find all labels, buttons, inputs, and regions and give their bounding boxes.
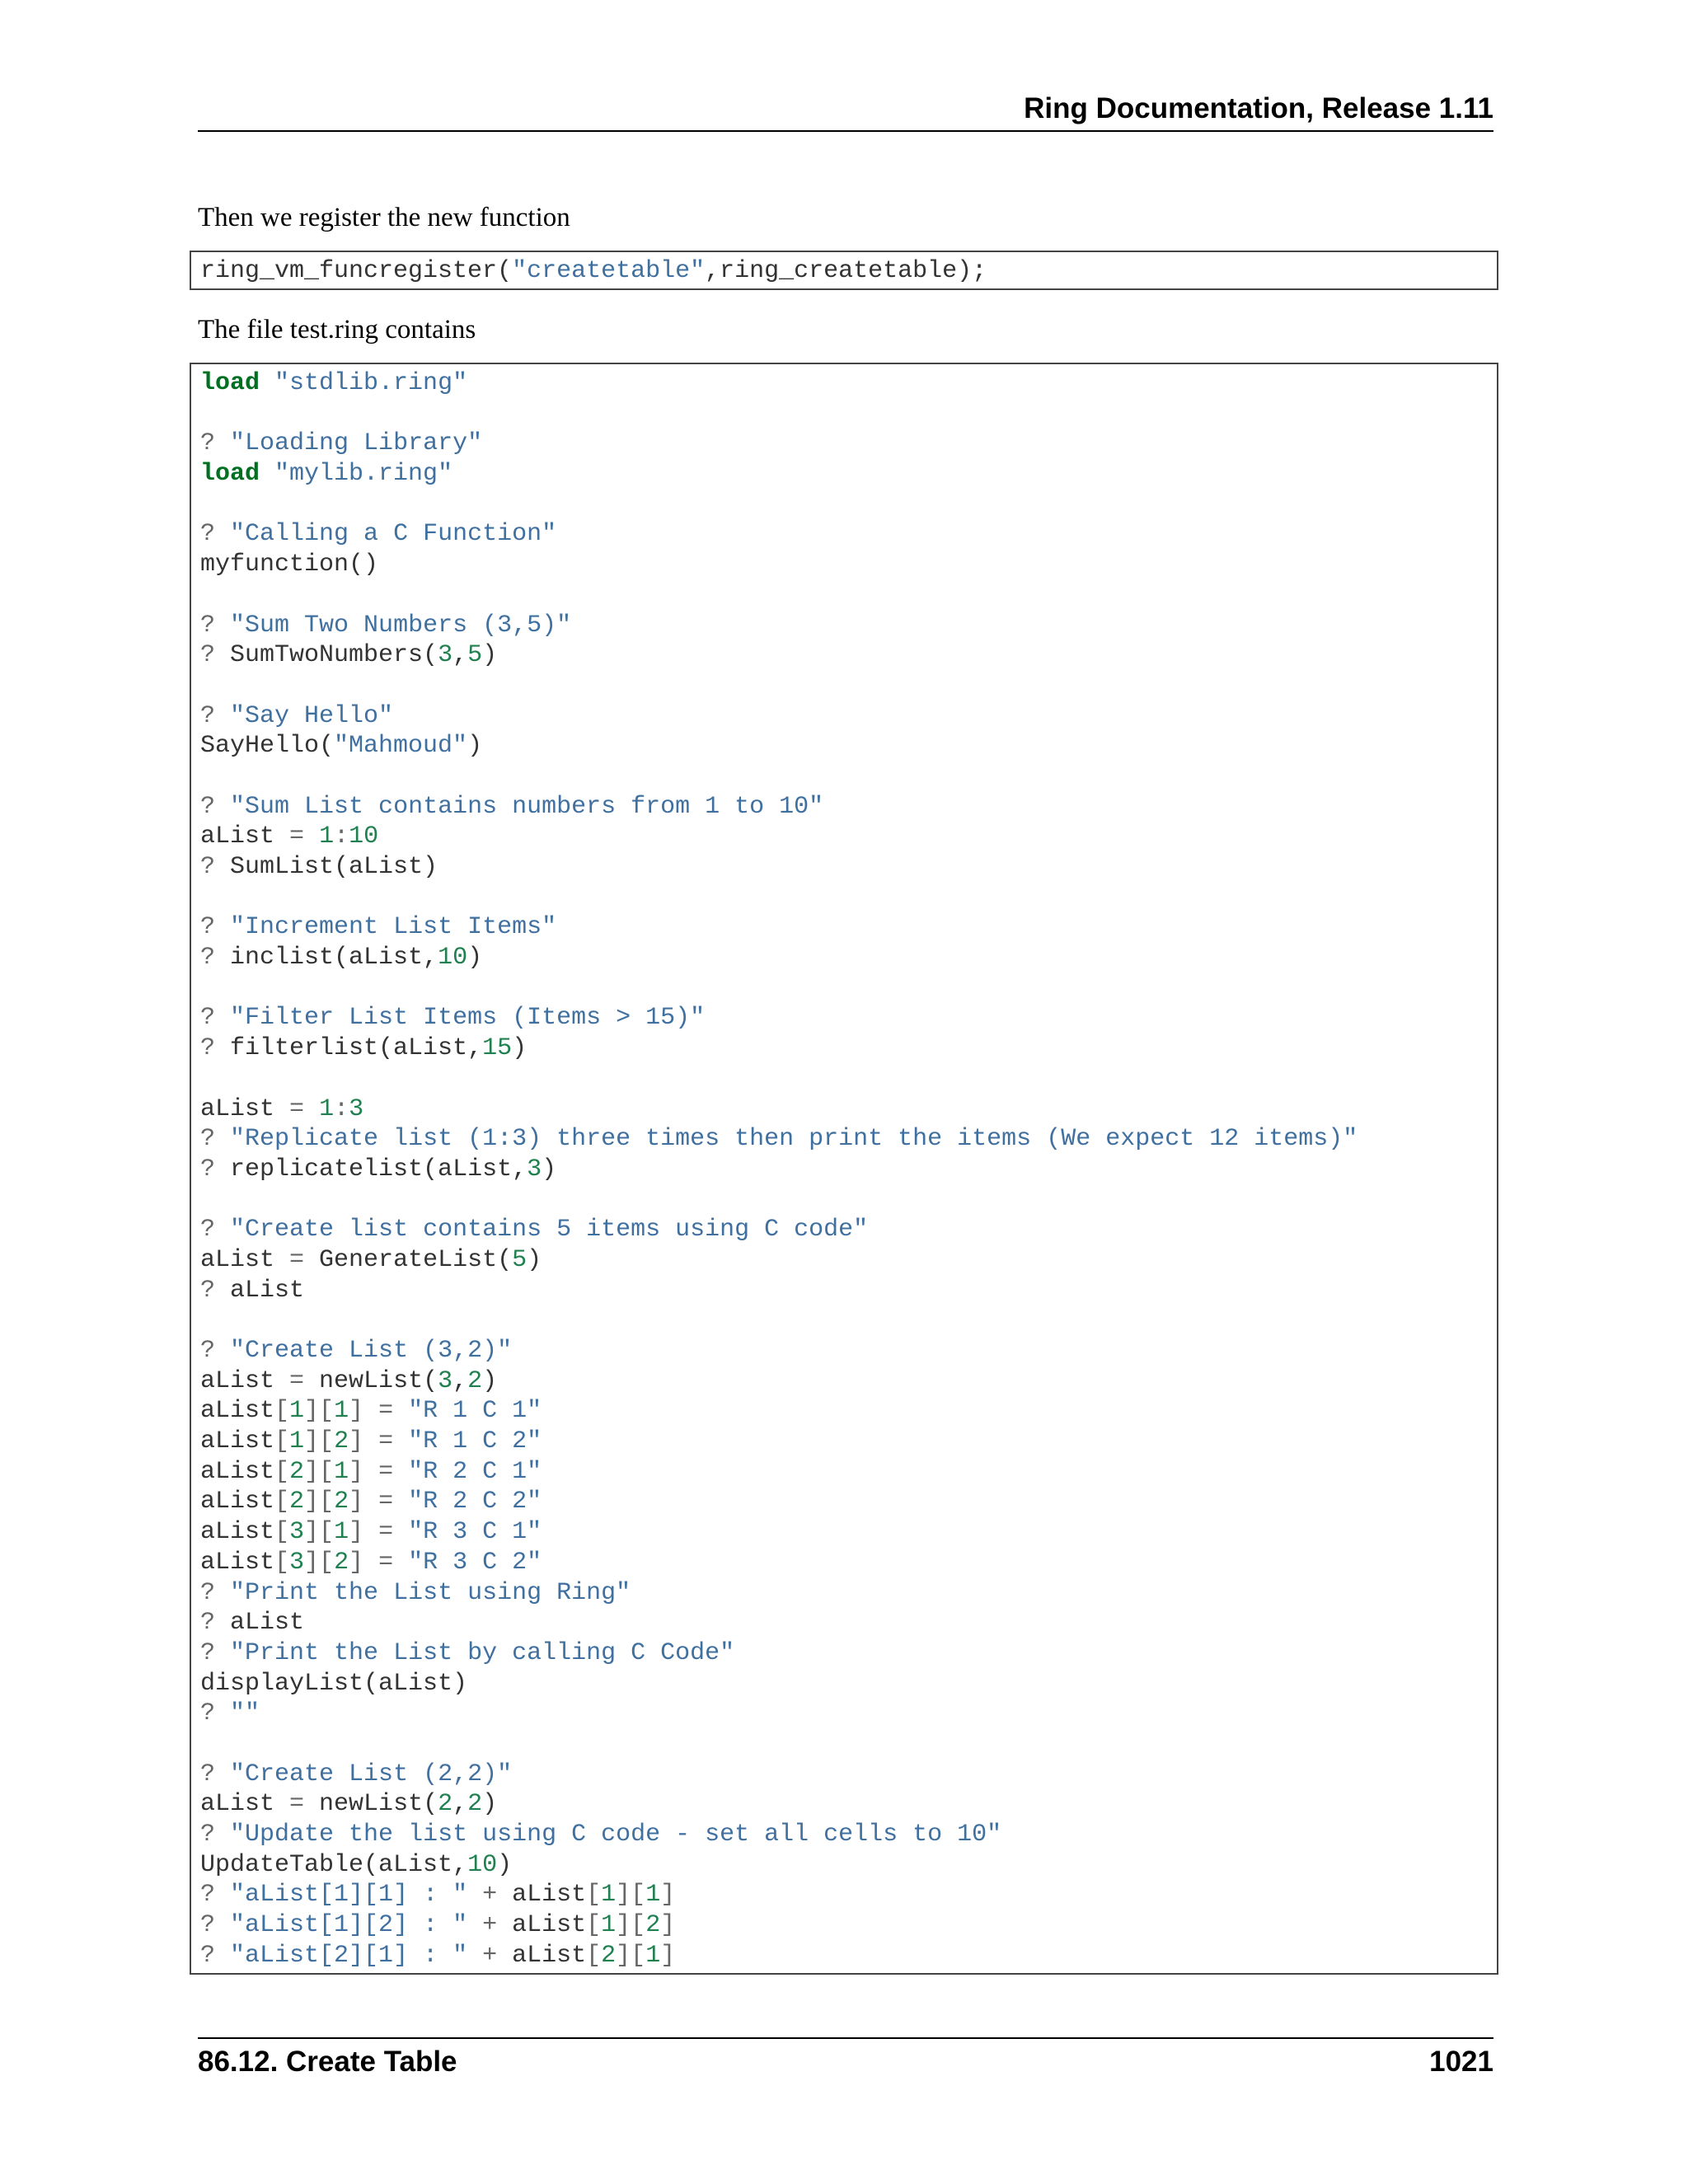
code-token-op: = bbox=[289, 1245, 305, 1274]
code-token-plain: ) bbox=[482, 1790, 498, 1819]
code-token-op: ] bbox=[349, 1548, 364, 1577]
code-token-op: ? bbox=[200, 1881, 216, 1910]
code-token-plain bbox=[260, 460, 274, 488]
code-line bbox=[200, 399, 1497, 429]
code-token-plain: aList bbox=[497, 1941, 587, 1970]
paragraph-register-function: Then we register the new function bbox=[198, 203, 570, 232]
code-token-str: "Sum List contains numbers from 1 to 10" bbox=[230, 792, 824, 821]
code-line bbox=[200, 550, 1497, 580]
code-token-plain: aList bbox=[200, 1427, 275, 1456]
code-token-plain: aList bbox=[200, 1457, 275, 1486]
code-line bbox=[200, 1548, 1497, 1578]
code-line bbox=[200, 1578, 1497, 1609]
code-token-num: 2 bbox=[334, 1427, 349, 1456]
code-line bbox=[200, 611, 1497, 641]
code-line bbox=[200, 1185, 1497, 1216]
code-line bbox=[200, 1729, 1497, 1760]
code-token-plain bbox=[393, 1549, 408, 1577]
code-token-op: ? bbox=[200, 1337, 216, 1365]
code-token-op: [ bbox=[274, 1518, 290, 1547]
code-line bbox=[200, 1820, 1497, 1850]
code-token-plain bbox=[215, 520, 230, 548]
code-token-plain bbox=[393, 1488, 408, 1516]
code-token-plain: ,ring_createtable); bbox=[705, 257, 987, 285]
code-token-op: = bbox=[378, 1548, 394, 1577]
code-token-str: "Create List (2,2)" bbox=[230, 1760, 513, 1788]
code-token-plain bbox=[215, 1942, 230, 1970]
code-token-num: 2 bbox=[467, 1790, 483, 1819]
code-token-op: ] bbox=[660, 1881, 676, 1910]
code-token-plain bbox=[215, 1699, 230, 1727]
code-token-num: 2 bbox=[467, 1366, 483, 1395]
code-token-plain bbox=[363, 1518, 378, 1546]
code-token-str: "mylib.ring" bbox=[274, 460, 453, 489]
code-token-op: [ bbox=[586, 1911, 602, 1940]
code-token-op: ? bbox=[200, 611, 216, 640]
code-line bbox=[200, 1336, 1497, 1366]
code-token-plain bbox=[393, 1458, 408, 1486]
code-line bbox=[200, 459, 1497, 490]
code-token-plain: ) bbox=[467, 944, 483, 972]
code-token-plain bbox=[467, 1911, 482, 1939]
code-line bbox=[200, 1880, 1497, 1910]
code-token-str: "R 2 C 1" bbox=[408, 1457, 542, 1486]
code-token-plain bbox=[215, 1216, 230, 1244]
code-token-plain: SumList(aList) bbox=[215, 853, 438, 881]
code-token-op: ? bbox=[200, 641, 216, 670]
code-token-num: 1 bbox=[334, 1397, 349, 1426]
code-token-num: 1 bbox=[289, 1427, 305, 1456]
code-token-op: ] bbox=[349, 1488, 364, 1516]
code-token-num: 2 bbox=[334, 1488, 349, 1516]
code-token-op: ? bbox=[200, 1760, 216, 1788]
code-token-plain: aList bbox=[200, 1548, 275, 1577]
code-token-str: "Sum Two Numbers (3,5)" bbox=[230, 611, 572, 640]
code-token-plain bbox=[215, 1881, 230, 1909]
footer-section-title: 86.12. Create Table bbox=[198, 2046, 457, 2078]
code-line bbox=[200, 852, 1497, 883]
code-token-op: = bbox=[378, 1427, 394, 1456]
code-token-op: ] bbox=[349, 1518, 364, 1547]
paragraph-test-file: The file test.ring contains bbox=[198, 315, 476, 344]
code-token-plain: aList bbox=[200, 1397, 275, 1426]
code-token-op: = bbox=[289, 1094, 305, 1123]
code-token-num: 2 bbox=[289, 1488, 305, 1516]
code-token-op: + bbox=[482, 1881, 498, 1910]
code-token-str: "Create list contains 5 items using C code" bbox=[230, 1216, 869, 1244]
code-token-op: = bbox=[289, 1790, 305, 1819]
code-token-op: : bbox=[334, 1094, 349, 1123]
code-token-str: "Say Hello" bbox=[230, 701, 394, 730]
code-token-kw: load bbox=[200, 369, 260, 397]
code-token-str: "stdlib.ring" bbox=[274, 369, 468, 397]
code-line bbox=[200, 1366, 1497, 1397]
code-token-plain: aList bbox=[200, 1366, 290, 1395]
code-token-str: "Filter List Items (Items > 15)" bbox=[230, 1004, 706, 1033]
code-token-op: = bbox=[378, 1488, 394, 1516]
code-token-op: [ bbox=[274, 1427, 290, 1456]
code-token-num: 3 bbox=[438, 1366, 453, 1395]
code-token-op: : bbox=[334, 823, 349, 851]
code-token-op: = bbox=[289, 823, 305, 851]
code-token-plain: aList bbox=[497, 1881, 587, 1910]
code-token-plain bbox=[363, 1458, 378, 1486]
code-token-plain: displayList(aList) bbox=[200, 1669, 468, 1698]
footer-divider bbox=[198, 2037, 1493, 2039]
code-token-plain: ) bbox=[512, 1034, 528, 1063]
code-token-plain: ) bbox=[527, 1245, 542, 1274]
code-line bbox=[200, 1699, 1497, 1729]
code-token-str: "Print the List using Ring" bbox=[230, 1578, 631, 1607]
code-token-plain: ) bbox=[482, 1366, 498, 1395]
code-token-op: ? bbox=[200, 1276, 216, 1305]
code-token-op: ? bbox=[200, 429, 216, 458]
code-token-plain bbox=[215, 1125, 230, 1153]
code-line bbox=[200, 883, 1497, 913]
code-token-op: [ bbox=[586, 1941, 602, 1970]
code-token-str: "Create List (3,2)" bbox=[230, 1337, 513, 1365]
code-token-plain bbox=[393, 1518, 408, 1546]
code-line bbox=[200, 256, 1497, 287]
code-token-plain bbox=[215, 1911, 230, 1939]
code-token-plain: filterlist(aList, bbox=[215, 1034, 483, 1063]
code-line bbox=[200, 1276, 1497, 1306]
code-token-op: ] bbox=[349, 1397, 364, 1426]
code-line bbox=[200, 1094, 1497, 1125]
code-token-plain: aList bbox=[200, 1488, 275, 1516]
code-token-num: 2 bbox=[438, 1790, 453, 1819]
code-token-op: ] bbox=[660, 1941, 676, 1970]
code-token-plain bbox=[304, 823, 319, 851]
code-token-plain: myfunction() bbox=[200, 551, 379, 579]
code-line bbox=[200, 1396, 1497, 1427]
code-token-num: 1 bbox=[645, 1941, 661, 1970]
code-token-op: ? bbox=[200, 944, 216, 972]
code-token-op: ? bbox=[200, 1578, 216, 1607]
code-token-plain bbox=[215, 1004, 230, 1032]
code-token-op: = bbox=[378, 1397, 394, 1426]
code-token-str: "Update the list using C code - set all cells to 10" bbox=[230, 1821, 1002, 1849]
code-token-plain: aList bbox=[215, 1276, 305, 1305]
code-token-plain: UpdateTable(aList, bbox=[200, 1850, 468, 1879]
code-token-op: ] bbox=[660, 1911, 676, 1940]
code-line bbox=[200, 1638, 1497, 1669]
code-line bbox=[200, 429, 1497, 459]
code-line bbox=[200, 1669, 1497, 1699]
code-line bbox=[200, 1517, 1497, 1548]
code-token-plain: newList( bbox=[304, 1790, 438, 1819]
code-token-plain bbox=[215, 913, 230, 941]
code-token-op: ? bbox=[200, 792, 216, 821]
code-token-op: ? bbox=[200, 1155, 216, 1183]
code-line bbox=[200, 762, 1497, 792]
code-token-plain: replicatelist(aList, bbox=[215, 1155, 528, 1183]
code-token-str: "Increment List Items" bbox=[230, 913, 557, 942]
code-line bbox=[200, 671, 1497, 701]
code-line bbox=[200, 1124, 1497, 1155]
code-line bbox=[200, 1608, 1497, 1638]
code-token-plain bbox=[215, 702, 230, 730]
code-line bbox=[200, 943, 1497, 973]
footer-page-number: 1021 bbox=[1429, 2046, 1493, 2078]
code-token-plain bbox=[363, 1427, 378, 1455]
code-token-num: 3 bbox=[438, 641, 453, 670]
code-line bbox=[200, 792, 1497, 823]
code-token-op: + bbox=[482, 1941, 498, 1970]
code-token-plain: aList bbox=[200, 1245, 290, 1274]
code-token-plain bbox=[467, 1942, 482, 1970]
code-token-plain: ) bbox=[482, 641, 498, 670]
code-line bbox=[200, 1457, 1497, 1488]
code-token-kw: load bbox=[200, 460, 260, 489]
code-token-num: 3 bbox=[527, 1155, 542, 1183]
code-line bbox=[200, 731, 1497, 762]
code-token-num: 1 bbox=[601, 1911, 617, 1940]
code-line bbox=[200, 1760, 1497, 1790]
code-token-plain: SayHello( bbox=[200, 732, 335, 761]
code-token-plain: newList( bbox=[304, 1366, 438, 1395]
code-token-str: "Print the List by calling C Code" bbox=[230, 1638, 735, 1667]
code-token-str: "Mahmoud" bbox=[334, 732, 468, 761]
code-token-plain bbox=[215, 1337, 230, 1365]
code-token-op: ? bbox=[200, 701, 216, 730]
code-token-op: [ bbox=[274, 1397, 290, 1426]
code-token-op: ? bbox=[200, 1004, 216, 1033]
code-line bbox=[200, 1427, 1497, 1457]
code-token-plain bbox=[215, 429, 230, 457]
code-token-op: ? bbox=[200, 1821, 216, 1849]
code-token-op: ? bbox=[200, 1609, 216, 1638]
code-token-plain bbox=[215, 793, 230, 821]
code-token-plain: GenerateList( bbox=[304, 1245, 513, 1274]
code-token-op: [ bbox=[274, 1548, 290, 1577]
code-token-num: 10 bbox=[438, 944, 468, 972]
code-token-num: 1 bbox=[601, 1881, 617, 1910]
code-token-str: "aList[1][2] : " bbox=[230, 1911, 468, 1940]
code-token-plain bbox=[215, 1639, 230, 1667]
code-token-num: 10 bbox=[467, 1850, 498, 1879]
code-token-plain bbox=[363, 1549, 378, 1577]
code-token-num: 5 bbox=[467, 641, 483, 670]
code-token-plain: , bbox=[452, 1366, 468, 1395]
code-token-op: [ bbox=[586, 1881, 602, 1910]
code-token-op: ][ bbox=[616, 1911, 646, 1940]
code-token-plain bbox=[215, 1760, 230, 1788]
code-token-plain bbox=[215, 612, 230, 640]
code-token-op: ? bbox=[200, 1638, 216, 1667]
code-token-op: = bbox=[378, 1457, 394, 1486]
code-line bbox=[200, 1789, 1497, 1820]
code-token-num: 1 bbox=[334, 1518, 349, 1547]
code-token-str: "R 3 C 2" bbox=[408, 1548, 542, 1577]
code-token-op: ][ bbox=[304, 1548, 335, 1577]
code-token-op: ? bbox=[200, 1034, 216, 1063]
code-token-op: = bbox=[378, 1518, 394, 1547]
code-token-plain bbox=[467, 1881, 482, 1909]
code-token-op: ? bbox=[200, 1699, 216, 1728]
code-token-op: ? bbox=[200, 520, 216, 549]
code-line bbox=[200, 912, 1497, 943]
code-token-op: ][ bbox=[304, 1518, 335, 1547]
code-token-op: ][ bbox=[616, 1881, 646, 1910]
code-token-num: 5 bbox=[512, 1245, 528, 1274]
code-token-plain: ) bbox=[542, 1155, 557, 1183]
code-token-plain bbox=[363, 1488, 378, 1516]
code-line bbox=[200, 1245, 1497, 1276]
code-line bbox=[200, 580, 1497, 611]
code-token-op: [ bbox=[274, 1457, 290, 1486]
code-token-op: ? bbox=[200, 1125, 216, 1154]
code-token-op: ? bbox=[200, 913, 216, 942]
code-line bbox=[200, 1487, 1497, 1517]
code-token-str: "Calling a C Function" bbox=[230, 520, 557, 549]
code-line bbox=[200, 1941, 1497, 1971]
code-line bbox=[200, 640, 1497, 671]
code-token-op: ][ bbox=[304, 1397, 335, 1426]
code-line bbox=[200, 1850, 1497, 1881]
code-token-num: 2 bbox=[601, 1941, 617, 1970]
code-token-num: 3 bbox=[289, 1518, 305, 1547]
code-line bbox=[200, 1033, 1497, 1064]
page-header: Ring Documentation, Release 1.11 bbox=[1024, 92, 1493, 124]
code-token-op: ] bbox=[349, 1457, 364, 1486]
code-token-plain: inclist(aList, bbox=[215, 944, 438, 972]
code-token-plain bbox=[393, 1397, 408, 1425]
code-token-op: ][ bbox=[304, 1457, 335, 1486]
code-token-num: 2 bbox=[645, 1911, 661, 1940]
code-token-plain: aList bbox=[200, 1790, 290, 1819]
code-line bbox=[200, 822, 1497, 852]
code-token-plain bbox=[363, 1397, 378, 1425]
code-token-plain: , bbox=[452, 1790, 468, 1819]
code-token-num: 1 bbox=[319, 823, 335, 851]
code-token-plain bbox=[215, 1579, 230, 1607]
code-token-op: ][ bbox=[304, 1427, 335, 1456]
code-token-str: "aList[2][1] : " bbox=[230, 1941, 468, 1970]
code-token-op: [ bbox=[274, 1488, 290, 1516]
code-line bbox=[200, 1003, 1497, 1033]
code-token-op: ][ bbox=[304, 1488, 335, 1516]
code-token-op: ] bbox=[349, 1427, 364, 1456]
code-token-plain: SumTwoNumbers( bbox=[215, 641, 438, 670]
code-token-num: 2 bbox=[334, 1548, 349, 1577]
code-token-plain: , bbox=[452, 641, 468, 670]
code-token-op: ? bbox=[200, 1911, 216, 1940]
code-token-plain: aList bbox=[215, 1609, 305, 1638]
code-token-str: "" bbox=[230, 1699, 260, 1728]
code-line bbox=[200, 490, 1497, 520]
code-token-str: "R 2 C 2" bbox=[408, 1488, 542, 1516]
code-token-plain: aList bbox=[200, 1518, 275, 1547]
code-line bbox=[200, 1064, 1497, 1094]
code-token-plain bbox=[304, 1095, 319, 1123]
code-line bbox=[200, 1215, 1497, 1245]
code-line bbox=[200, 1305, 1497, 1336]
code-block-register[interactable] bbox=[190, 251, 1498, 290]
header-divider bbox=[198, 130, 1493, 132]
code-token-str: "R 3 C 1" bbox=[408, 1518, 542, 1547]
code-token-num: 2 bbox=[289, 1457, 305, 1486]
code-token-op: = bbox=[289, 1366, 305, 1395]
code-token-plain: aList bbox=[200, 823, 290, 851]
code-token-num: 1 bbox=[319, 1094, 335, 1123]
code-token-plain: ) bbox=[497, 1850, 513, 1879]
code-line bbox=[200, 973, 1497, 1004]
code-token-str: "createtable" bbox=[512, 257, 706, 285]
code-token-plain: aList bbox=[497, 1911, 587, 1940]
code-block-test-ring[interactable] bbox=[190, 363, 1498, 1975]
code-token-plain bbox=[215, 1821, 230, 1849]
code-token-plain: ) bbox=[467, 732, 483, 761]
code-line bbox=[200, 1910, 1497, 1941]
code-token-num: 3 bbox=[349, 1094, 364, 1123]
code-token-num: 1 bbox=[289, 1397, 305, 1426]
code-token-num: 10 bbox=[349, 823, 379, 851]
code-token-str: "R 1 C 2" bbox=[408, 1427, 542, 1456]
code-token-str: "Loading Library" bbox=[230, 429, 483, 458]
code-line bbox=[200, 1155, 1497, 1185]
code-token-plain: aList bbox=[200, 1094, 290, 1123]
code-token-op: + bbox=[482, 1911, 498, 1940]
code-line bbox=[200, 519, 1497, 550]
code-token-op: ? bbox=[200, 1216, 216, 1244]
code-token-plain bbox=[260, 369, 274, 397]
code-token-num: 1 bbox=[334, 1457, 349, 1486]
code-token-num: 3 bbox=[289, 1548, 305, 1577]
code-token-str: "Replicate list (1:3) three times then print the items (We expect 12 items)" bbox=[230, 1125, 1358, 1154]
code-token-plain bbox=[393, 1427, 408, 1455]
code-token-op: ? bbox=[200, 853, 216, 881]
code-token-plain: ring_vm_funcregister( bbox=[200, 257, 513, 285]
code-token-op: ][ bbox=[616, 1941, 646, 1970]
code-token-num: 1 bbox=[645, 1881, 661, 1910]
code-token-op: ? bbox=[200, 1941, 216, 1970]
code-token-str: "aList[1][1] : " bbox=[230, 1881, 468, 1910]
code-line bbox=[200, 368, 1497, 399]
code-token-str: "R 1 C 1" bbox=[408, 1397, 542, 1426]
code-token-num: 15 bbox=[482, 1034, 513, 1063]
code-line bbox=[200, 701, 1497, 732]
